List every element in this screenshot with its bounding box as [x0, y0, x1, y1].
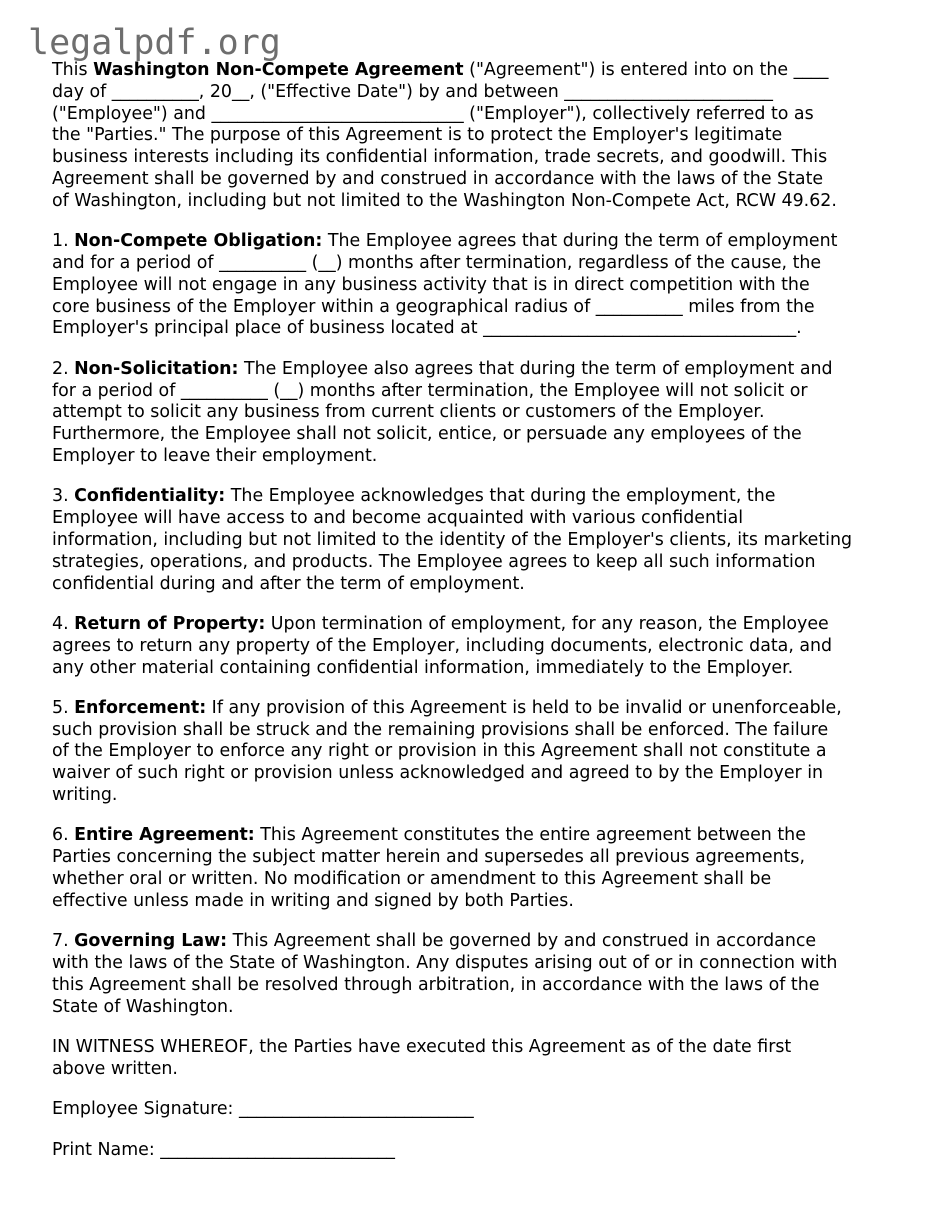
agreement-title: Washington Non-Compete Agreement — [93, 60, 464, 80]
section-confidentiality — [52, 486, 912, 595]
section-governing-law — [52, 931, 912, 1018]
section-heading: Enforcement: — [74, 697, 207, 718]
section-heading: Governing Law: — [74, 931, 228, 952]
watermark-text: legalpdf.org — [28, 23, 281, 63]
section-line: Employee will have access to and become acquainted with various confidential — [52, 508, 744, 529]
intro-paragraph — [52, 60, 912, 213]
witness-line-2: above written. — [52, 1058, 178, 1079]
section-line: 5. Enforcement: If any provision of this Agreement is held to be invalid or unenforceable, — [52, 697, 842, 718]
section-line: Parties concerning the subject matter herein and supersedes all previous agreements, — [52, 847, 805, 868]
section-line: 2. Non-Solicitation: The Employee also agrees that during the term of employment and — [52, 358, 833, 379]
section-line: information, including but not limited to the identity of the Employer's clients, its marketing — [52, 529, 853, 550]
witness-line-1: IN WITNESS WHEREOF, the Parties have executed this Agreement as of the date first — [52, 1037, 792, 1058]
section-line: of the Employer to enforce any right or provision in this Agreement shall not constitute a — [52, 741, 827, 762]
section-heading: Confidentiality: — [74, 486, 226, 507]
section-line: Employer to leave their employment. — [52, 445, 378, 466]
print-name-field[interactable] — [52, 1140, 912, 1162]
section-number: 6. — [52, 825, 75, 846]
section-heading: Non-Solicitation: — [74, 358, 239, 379]
section-number: 4. — [52, 613, 75, 634]
print-name-line[interactable]: Print Name: ___________________________ — [52, 1139, 395, 1160]
section-entire-agreement — [52, 825, 912, 912]
section-return-of-property — [52, 614, 912, 679]
section-enforcement — [52, 698, 912, 807]
section-line: writing. — [52, 785, 118, 806]
section-line: such provision shall be struck and the remaining provisions shall be enforced. The failure — [52, 719, 829, 740]
intro-line-1: This Washington Non-Compete Agreement ("Agreement") is entered into on the ____ — [52, 60, 829, 80]
section-line: 7. Governing Law: This Agreement shall be governed by and construed in accordance — [52, 931, 817, 952]
section-heading: Entire Agreement: — [74, 825, 255, 846]
section-line: 6. Entire Agreement: This Agreement constitutes the entire agreement between the — [52, 825, 806, 846]
section-line: whether oral or written. No modification or amendment to this Agreement shall be — [52, 869, 772, 890]
section-line: Furthermore, the Employee shall not solicit, entice, or persuade any employees of the — [52, 424, 802, 445]
section-line: waiver of such right or provision unless acknowledged and agreed to by the Employer in — [52, 763, 824, 784]
intro-line-3: ("Employee") and _____________________________ ("Employer"), collectively referred to as — [52, 103, 814, 124]
document-body — [52, 60, 912, 1180]
intro-line-7: of Washington, including but not limited to the Washington Non-Compete Act, RCW 49.62. — [52, 190, 837, 211]
section-line: attempt to solicit any business from current clients or customers of the Employer. — [52, 402, 765, 423]
section-number: 3. — [52, 486, 75, 507]
section-line: effective unless made in writing and signed by both Parties. — [52, 890, 574, 911]
section-line: core business of the Employer within a geographical radius of __________ miles from the — [52, 296, 815, 317]
section-line: 1. Non-Compete Obligation: The Employee agrees that during the term of employment — [52, 231, 838, 252]
section-line: confidential during and after the term of employment. — [52, 573, 525, 594]
employee-signature-line[interactable]: Employee Signature: ___________________________ — [52, 1099, 474, 1120]
section-line: strategies, operations, and products. The Employee agrees to keep all such information — [52, 551, 816, 572]
section-number: 2. — [52, 358, 75, 379]
section-line: Employer's principal place of business located at ____________________________________. — [52, 318, 802, 339]
witness-paragraph — [52, 1037, 912, 1081]
section-non-compete — [52, 231, 912, 340]
section-line: for a period of __________ (__) months after termination, the Employee will not solicit or — [52, 380, 808, 401]
intro-line-2: day of __________, 20__, ("Effective Date") by and between ________________________ — [52, 81, 773, 102]
section-line: State of Washington. — [52, 996, 234, 1017]
intro-line-4: the "Parties." The purpose of this Agreement is to protect the Employer's legitimate — [52, 125, 783, 146]
section-number: 5. — [52, 697, 75, 718]
section-heading: Non-Compete Obligation: — [74, 231, 323, 252]
section-line: 4. Return of Property: Upon termination of employment, for any reason, the Employee — [52, 613, 829, 634]
section-non-solicitation — [52, 359, 912, 468]
section-heading: Return of Property: — [74, 613, 266, 634]
section-number: 1. — [52, 231, 75, 252]
section-line: any other material containing confidential information, immediately to the Employer. — [52, 657, 794, 678]
section-line: and for a period of __________ (__) months after termination, regardless of the cause, the — [52, 252, 822, 273]
section-line: agrees to return any property of the Employer, including documents, electronic data, and — [52, 635, 833, 656]
section-line: with the laws of the State of Washington. Any disputes arising out of or in connection with — [52, 953, 838, 974]
section-line: this Agreement shall be resolved through arbitration, in accordance with the laws of the — [52, 974, 820, 995]
section-line: 3. Confidentiality: The Employee acknowledges that during the employment, the — [52, 486, 776, 507]
section-number: 7. — [52, 931, 75, 952]
intro-line-6: Agreement shall be governed by and construed in accordance with the laws of the State — [52, 168, 824, 189]
section-line: Employee will not engage in any business activity that is in direct competition with the — [52, 274, 810, 295]
intro-line-5: business interests including its confidential information, trade secrets, and goodwill. This — [52, 147, 828, 168]
employee-signature-field[interactable] — [52, 1099, 912, 1121]
